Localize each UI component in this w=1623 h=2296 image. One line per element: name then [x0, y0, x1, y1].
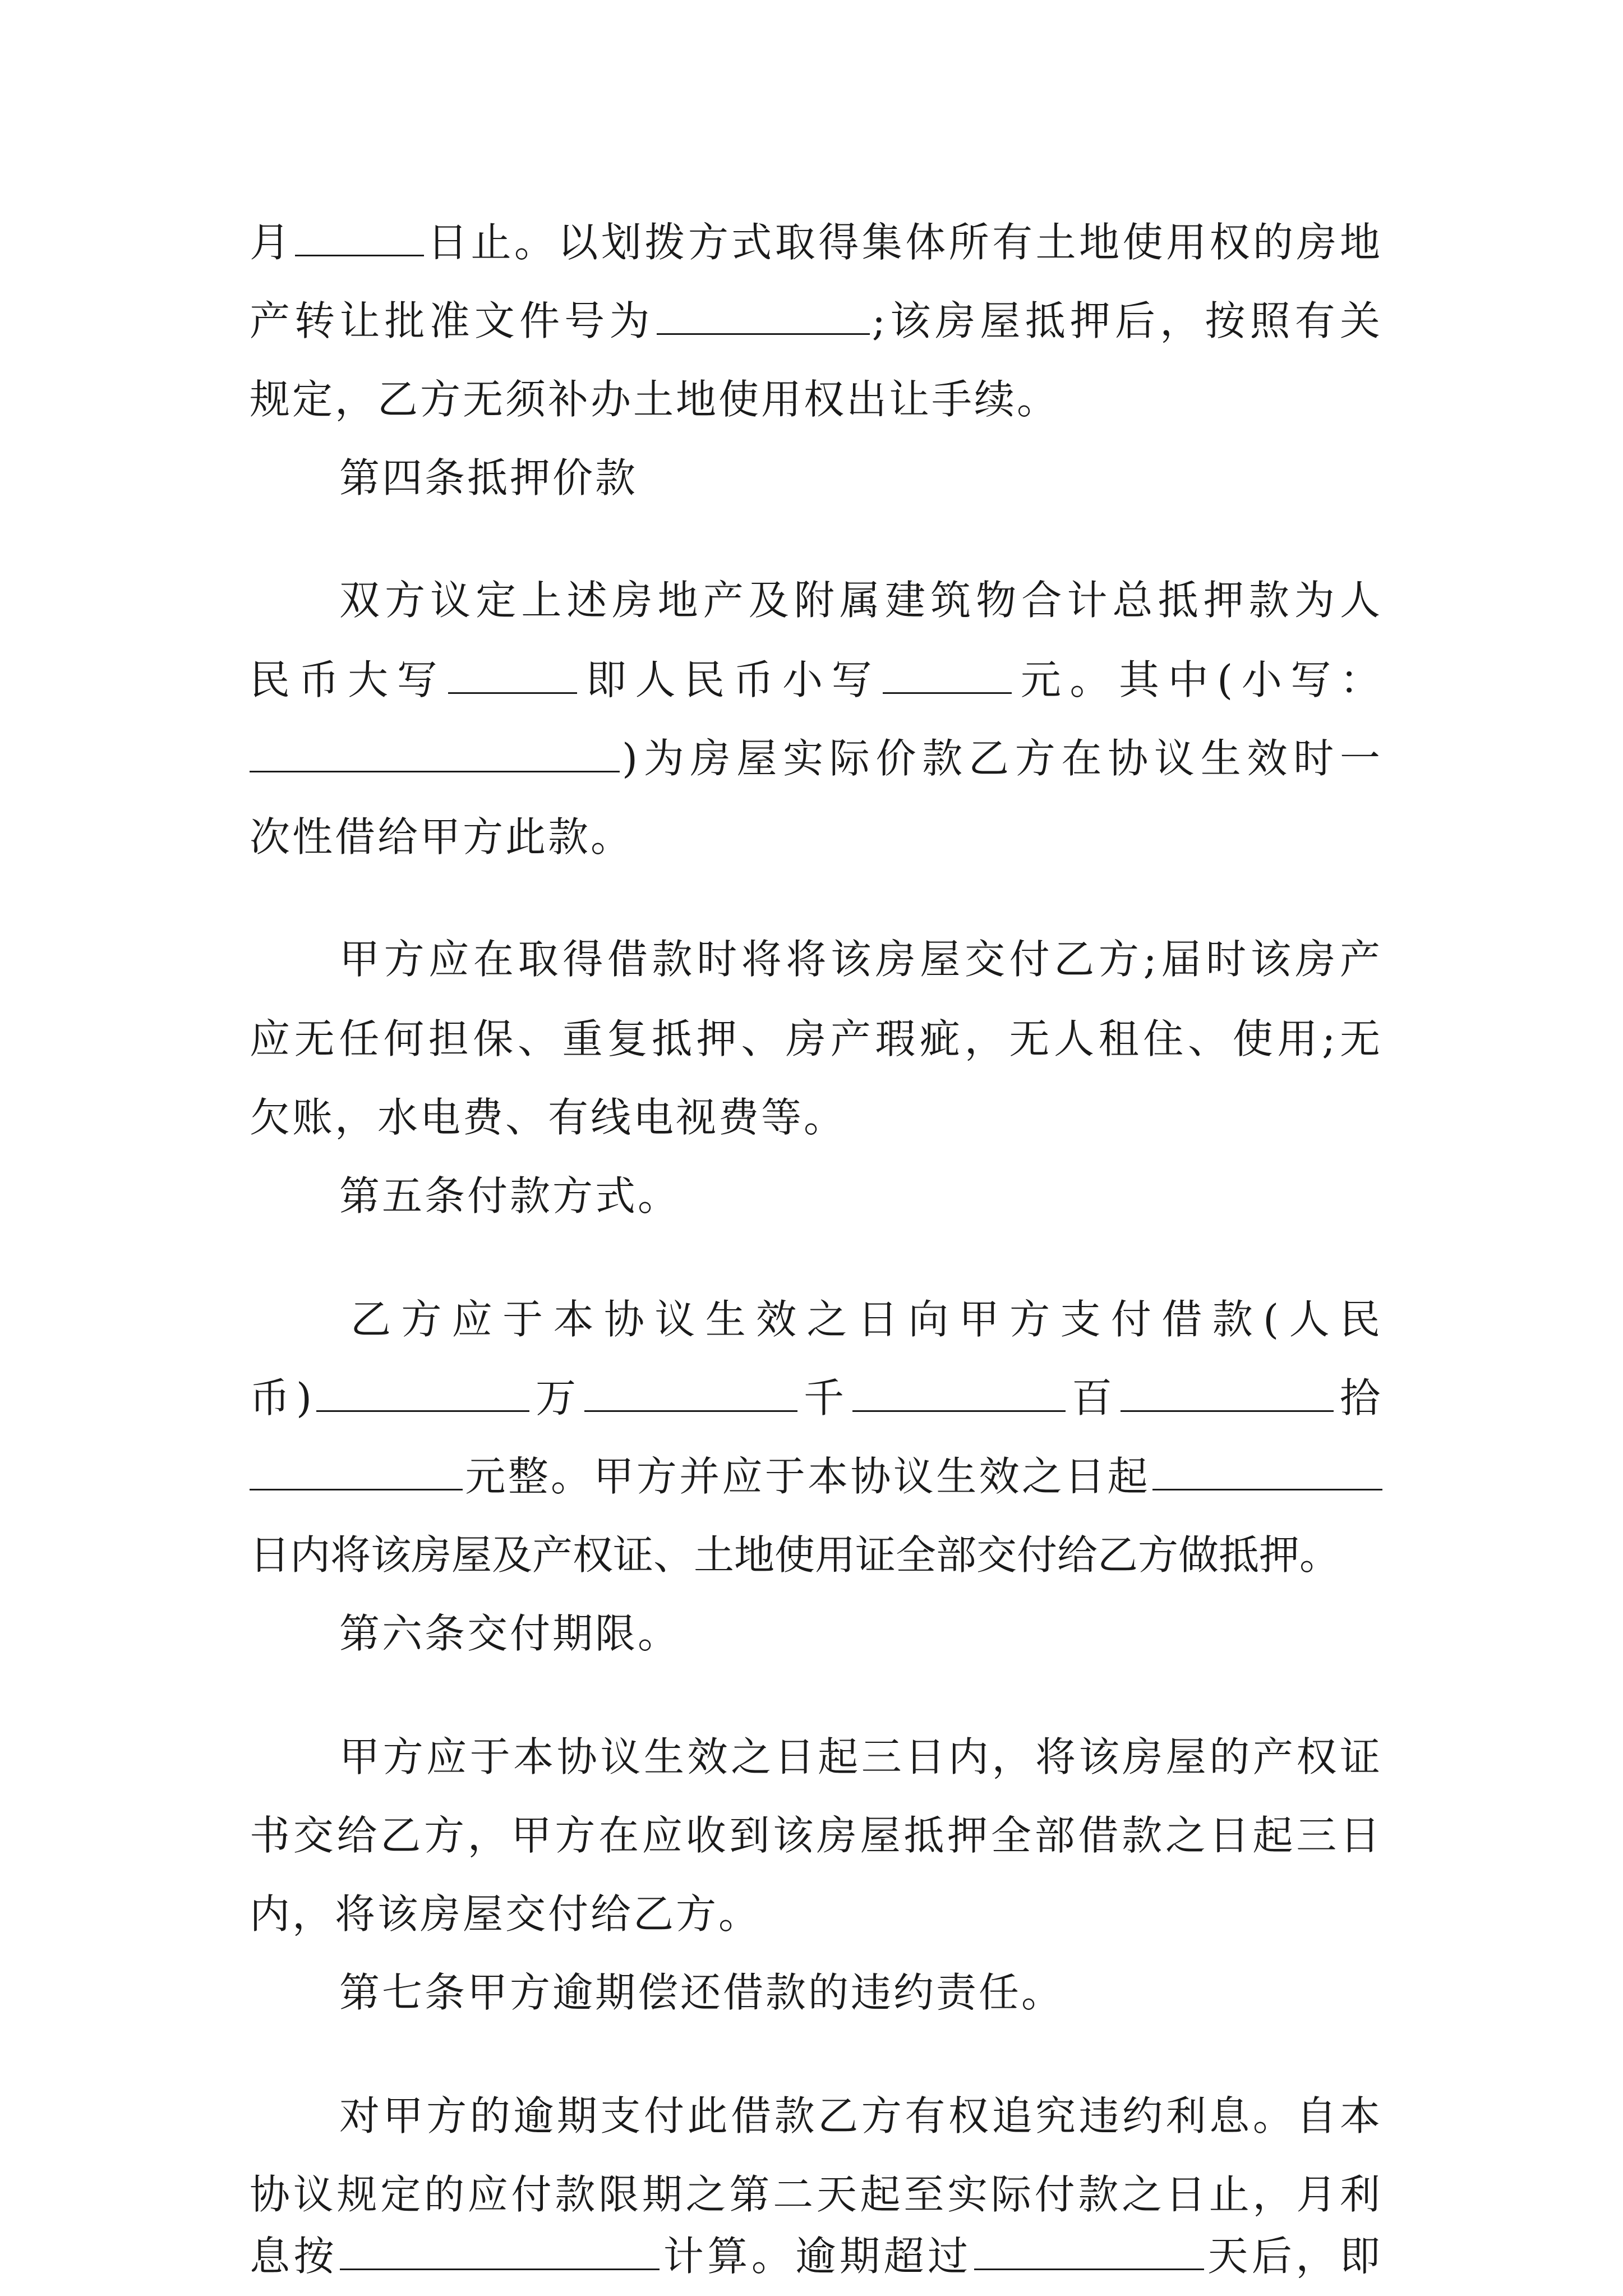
text-line: 双方议定上述房地产及附属建筑物合计总抵押款为人: [339, 577, 1382, 624]
blank-field[interactable]: [852, 1378, 1066, 1412]
text-line: 欠账，水电费、有线电视费等。: [250, 1094, 847, 1141]
text-segment: 月: [250, 219, 293, 266]
text-segment: 天后，即: [1206, 2233, 1382, 2280]
text-segment: 计算。逾期超过: [662, 2233, 972, 2280]
text-segment: 万: [532, 1374, 583, 1421]
blank-field[interactable]: [340, 2236, 660, 2270]
text-line: [250, 203, 1382, 282]
text-segment: 千: [800, 1374, 851, 1421]
text-segment: 币): [250, 1374, 315, 1421]
text-segment: 产转让批准文件号为: [250, 297, 654, 344]
text-line: 甲方应于本协议生效之日起三日内，将该房屋的产权证: [339, 1733, 1382, 1780]
text-line: 对甲方的逾期支付此借款乙方有权追究违约利息。自本: [339, 2092, 1382, 2139]
text-line: [250, 2217, 1382, 2295]
text-line: [250, 641, 1382, 719]
text-segment: 元。其中(小写：: [1014, 656, 1382, 703]
blank-field[interactable]: [316, 1378, 529, 1412]
blank-field[interactable]: [883, 660, 1012, 694]
blank-field[interactable]: [250, 738, 620, 772]
text-segment: 日止。以划拨方式取得集体所有土地使用权的房地: [426, 219, 1382, 266]
article-heading: 第七条甲方逾期偿还借款的违约责任。: [339, 1969, 1064, 2016]
article-heading: 第六条交付期限。: [339, 1610, 681, 1657]
text-segment: ;该房屋抵押后，按照有关: [872, 297, 1382, 344]
blank-field[interactable]: [974, 2236, 1204, 2270]
text-segment: 息按: [250, 2233, 338, 2280]
text-line: [250, 719, 1382, 798]
blank-field[interactable]: [584, 1378, 797, 1412]
text-segment: 拾: [1335, 1374, 1382, 1421]
text-line: [250, 282, 1382, 360]
blank-field[interactable]: [657, 301, 870, 335]
article-heading: 第四条抵押价款: [339, 454, 638, 501]
text-line: 内，将该房屋交付给乙方。: [250, 1890, 762, 1938]
text-segment: 即人民币小写: [579, 656, 881, 703]
article-heading: 第五条付款方式。: [339, 1172, 681, 1220]
text-line: 甲方应在取得借款时将将该房屋交付乙方;届时该房产: [339, 936, 1382, 983]
text-segment: 百: [1068, 1374, 1118, 1421]
text-line: 乙方应于本协议生效之日向甲方支付借款(人民: [351, 1296, 1382, 1343]
text-line: 应无任何担保、重复抵押、房产瑕疵，无人租住、使用;无: [250, 1015, 1382, 1062]
blank-field[interactable]: [1152, 1456, 1382, 1490]
text-segment: )为房屋实际价款乙方在协议生效时一: [622, 735, 1382, 782]
text-line: 书交给乙方，甲方在应收到该房屋抵押全部借款之日起三日: [250, 1812, 1382, 1859]
blank-field[interactable]: [295, 222, 424, 256]
text-line: [250, 1359, 1382, 1437]
text-line: [250, 1437, 1382, 1516]
blank-field[interactable]: [250, 1456, 463, 1490]
text-segment: 元整。甲方并应于本协议生效之日起: [465, 1453, 1150, 1500]
text-line: 日内将该房屋及产权证、土地使用证全部交付给乙方做抵押。: [250, 1531, 1340, 1579]
text-segment: 民币大写: [250, 656, 446, 703]
blank-field[interactable]: [1121, 1378, 1334, 1412]
text-line: 规定，乙方无须补办土地使用权出让手续。: [250, 376, 1060, 423]
text-line: 次性借给甲方此款。: [250, 813, 634, 861]
text-line: 协议规定的应付款限期之第二天起至实际付款之日止，月利: [250, 2171, 1382, 2218]
blank-field[interactable]: [448, 660, 577, 694]
